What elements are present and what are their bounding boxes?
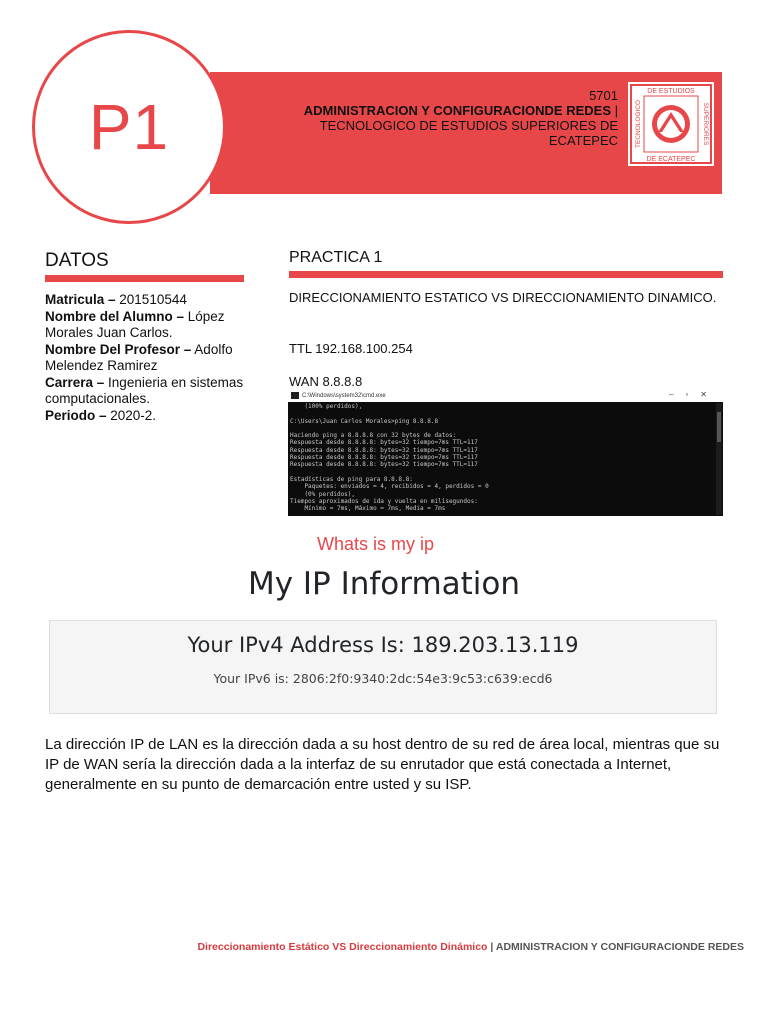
practica-divider [289, 271, 723, 278]
course-title [288, 103, 618, 148]
cmd-window [288, 390, 723, 516]
student-data [45, 292, 250, 424]
course-code: 5701 [589, 88, 618, 103]
cmd-line: (100% perdidos), [290, 403, 363, 410]
logo-text-top: DE ESTUDIOS [647, 88, 695, 95]
matricula-label: Matricula – [45, 292, 116, 307]
profesor-row [45, 342, 250, 375]
footer-separator: | [487, 941, 496, 953]
whatsmyip-caption: Whats is my ip [317, 534, 435, 554]
carrera-row [45, 375, 250, 408]
cmd-line: (0% perdidos), [290, 490, 356, 498]
cmd-line: Respuesta desde 8.8.8.8: bytes=32 tiempo=7ms TTL=117 [290, 439, 478, 447]
cmd-line: Tiempos aproximados de ida y vuelta en milisegundos: [290, 497, 478, 505]
wan-line: WAN 8.8.8.8 [289, 374, 363, 389]
header-separator: | [611, 103, 618, 118]
alumno-label: Nombre del Alumno – [45, 308, 185, 324]
cmd-line [290, 469, 721, 476]
ipv4-address: Your IPv4 Address Is: 189.203.13.119 [187, 633, 579, 657]
page-footer [60, 940, 744, 955]
school-logo [628, 82, 714, 166]
cmd-line: Respuesta desde 8.8.8.8: bytes=32 tiempo=7ms TTL=117 [290, 454, 478, 462]
cmd-line [290, 425, 721, 432]
cmd-titlebar [288, 390, 723, 402]
cmd-title: C:\Windows\system32\cmd.exe [302, 393, 386, 399]
cmd-line: Respuesta desde 8.8.8.8: bytes=32 tiempo=7ms TTL=117 [290, 461, 478, 469]
matricula-row [45, 292, 250, 309]
ttl-line: TTL 192.168.100.254 [289, 341, 413, 356]
logo-text-right: SUPERIORES [702, 102, 709, 146]
cmd-line: Haciendo ping a 8.8.8.8 con 32 bytes de datos: [290, 432, 457, 440]
datos-divider [45, 275, 244, 282]
header-text [288, 88, 618, 148]
periodo-value: 2020-2. [106, 407, 157, 423]
ipv6-address: Your IPv6 is: 2806:2f0:9340:2dc:54e3:9c53:c639:ecd6 [213, 671, 553, 686]
carrera-value: Ingenieria en sistemas computacionales. [45, 374, 244, 406]
periodo-label: Periodo – [45, 407, 107, 423]
practice-badge: P1 [88, 91, 170, 163]
datos-heading: DATOS [45, 250, 109, 271]
cmd-line: Paquetes: enviados = 4, recibidos = 4, perdidos = 0 [290, 483, 489, 491]
cmd-line: C:\Users\Juan Carlos Morales>ping 8.8.8.8 [290, 417, 439, 425]
alumno-value: López Morales Juan Carlos. [45, 308, 225, 340]
cmd-line [290, 410, 721, 417]
periodo-row [45, 408, 250, 425]
cmd-line: Respuesta desde 8.8.8.8: bytes=32 tiempo=7ms TTL=117 [290, 446, 478, 454]
cmd-line: Mínimo = 7ms, Máximo = 7ms, Media = 7ms [290, 505, 446, 513]
footer-course: ADMINISTRACION Y CONFIGURACIONDE REDES [495, 941, 744, 953]
logo-text-left: TECNOLOGICO [635, 99, 642, 149]
cmd-icon [291, 392, 299, 399]
practica-heading: PRACTICA 1 [289, 249, 383, 266]
matricula-value: 201510544 [115, 292, 187, 307]
myip-heading: My IP Information [247, 566, 521, 602]
footer-topic: Direccionamiento Estático VS Direccionamiento Dinámico [197, 941, 488, 953]
logo-text-bottom: DE ECATEPEC [646, 156, 696, 163]
school-name: TECNOLOGICO DE ESTUDIOS SUPERIORES DE ECATEPEC [319, 118, 618, 148]
subject-name: ADMINISTRACION Y CONFIGURACIONDE REDES [303, 103, 611, 118]
carrera-label: Carrera – [45, 374, 105, 390]
profesor-value: Adolfo Melendez Ramirez [45, 341, 233, 373]
window-controls: –▫✕ [669, 390, 719, 399]
cmd-output [288, 402, 723, 513]
cmd-line: Estadísticas de ping para 8.8.8.8: [290, 475, 413, 483]
alumno-row [45, 309, 250, 342]
cmd-scroll-thumb [717, 412, 721, 442]
body-paragraph: La dirección IP de LAN es la dirección dada a su host dentro de su red de área local, mientras que su IP de WAN sería la dirección dada a la interfaz de su enrutador que está conectada a Internet, generalmente en su punto de demarcación entre usted y su ISP. [45, 736, 720, 793]
profesor-label: Nombre Del Profesor – [45, 341, 192, 357]
practica-description: DIRECCIONAMIENTO ESTATICO VS DIRECCIONAMIENTO DINAMICO. [289, 290, 717, 305]
